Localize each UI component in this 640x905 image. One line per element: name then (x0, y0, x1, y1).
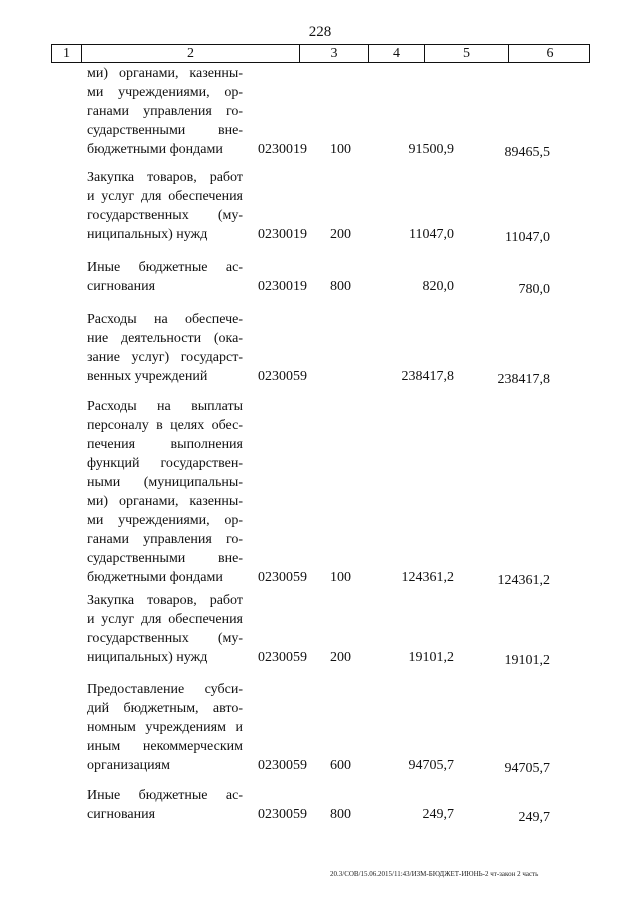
description-line: Расходы на обеспече- (87, 312, 243, 327)
description-line: Предоставление субси- (87, 682, 243, 697)
row-value-col6: 94705,7 (504, 761, 550, 776)
row-value-col6: 780,0 (518, 282, 550, 297)
header-col-6: 6 (546, 46, 554, 61)
header-col-1: 1 (52, 45, 82, 62)
row-value-col5: 11047,0 (409, 227, 454, 242)
description-line: организациям (87, 758, 170, 773)
row-code: 0230059 (258, 758, 307, 773)
row-code: 0230059 (258, 369, 307, 384)
description-line: сигнования (87, 279, 156, 294)
description-line: зание услуг) государст- (87, 350, 243, 365)
description-line: дий бюджетным, авто- (87, 701, 243, 716)
row-code: 0230059 (258, 570, 307, 585)
row-description (87, 786, 243, 824)
row-value-col5: 820,0 (422, 279, 454, 294)
description-line: функций государствен- (87, 456, 243, 471)
description-line: Закупка товаров, работ (87, 593, 243, 608)
description-line: ние деятельности (ока- (87, 331, 243, 346)
header-col-5: 5 (425, 45, 509, 62)
row-value-col6: 89465,5 (504, 145, 550, 160)
row-value-col5: 94705,7 (408, 758, 454, 773)
row-value-col5: 249,7 (422, 807, 454, 822)
row-description (87, 680, 243, 775)
description-line: и услуг для обеспечения (87, 612, 243, 627)
description-line: сударственными вне- (87, 123, 243, 138)
row-expense-type: 200 (330, 650, 351, 665)
description-line: ганами управления го- (87, 532, 243, 547)
row-value-col5: 19101,2 (408, 650, 454, 665)
table-header (51, 44, 590, 63)
row-expense-type: 100 (330, 570, 351, 585)
row-value-col6: 19101,2 (504, 653, 550, 668)
page-number: 228 (308, 24, 332, 40)
row-description (87, 258, 243, 296)
description-line: Иные бюджетные ас- (87, 788, 243, 803)
description-line: персоналу в целях обес- (87, 418, 243, 433)
description-line: Иные бюджетные ас- (87, 260, 243, 275)
description-line: Закупка товаров, работ (87, 170, 243, 185)
row-code: 0230019 (258, 142, 307, 157)
row-code: 0230059 (258, 650, 307, 665)
description-line: ми) органами, казенны- (87, 66, 243, 81)
row-expense-type: 100 (330, 142, 351, 157)
row-value-col5: 238417,8 (401, 369, 454, 384)
description-line: ми учреждениями, ор- (87, 85, 243, 100)
description-line: иным некоммерческим (87, 739, 243, 754)
row-description (87, 591, 243, 667)
row-value-col5: 91500,9 (408, 142, 454, 157)
description-line: печения выполнения (87, 437, 243, 452)
row-expense-type: 800 (330, 807, 351, 822)
row-code: 0230059 (258, 807, 307, 822)
description-line: ниципальных) нужд (87, 227, 208, 242)
row-description (87, 168, 243, 244)
description-line: государственных (му- (87, 631, 243, 646)
row-expense-type: 200 (330, 227, 351, 242)
description-line: сударственными вне- (87, 551, 243, 566)
description-line: бюджетными фондами (87, 142, 223, 157)
row-expense-type: 800 (330, 279, 351, 294)
row-code: 0230019 (258, 227, 307, 242)
row-expense-type: 600 (330, 758, 351, 773)
row-description (87, 310, 243, 386)
description-line: бюджетными фондами (87, 570, 223, 585)
description-line: венных учреждений (87, 369, 208, 384)
row-value-col6: 11047,0 (505, 230, 550, 245)
row-code: 0230019 (258, 279, 307, 294)
description-line: и услуг для обеспечения (87, 189, 243, 204)
description-line: ми учреждениями, ор- (87, 513, 243, 528)
row-value-col5: 124361,2 (401, 570, 454, 585)
row-description (87, 64, 243, 159)
description-line: ными (муниципальны- (87, 475, 243, 490)
description-line: ниципальных) нужд (87, 650, 208, 665)
row-description (87, 397, 243, 587)
header-col-2: 2 (82, 45, 300, 62)
footer-doc-code: 20.3/СОВ/15.06.2015/11:43/ИЗМ-БЮДЖЕТ-ИЮНЬ-2 чт-закон 2 часть (330, 870, 539, 878)
description-line: номным учреждениям и (87, 720, 243, 735)
description-line: государственных (му- (87, 208, 243, 223)
row-value-col6: 249,7 (518, 810, 550, 825)
description-line: сигнования (87, 807, 156, 822)
header-col-4: 4 (369, 45, 425, 62)
description-line: ганами управления го- (87, 104, 243, 119)
description-line: ми) органами, казенны- (87, 494, 243, 509)
row-value-col6: 238417,8 (497, 372, 550, 387)
header-col-3: 3 (300, 45, 369, 62)
row-value-col6: 124361,2 (497, 573, 550, 588)
description-line: Расходы на выплаты (87, 399, 243, 414)
